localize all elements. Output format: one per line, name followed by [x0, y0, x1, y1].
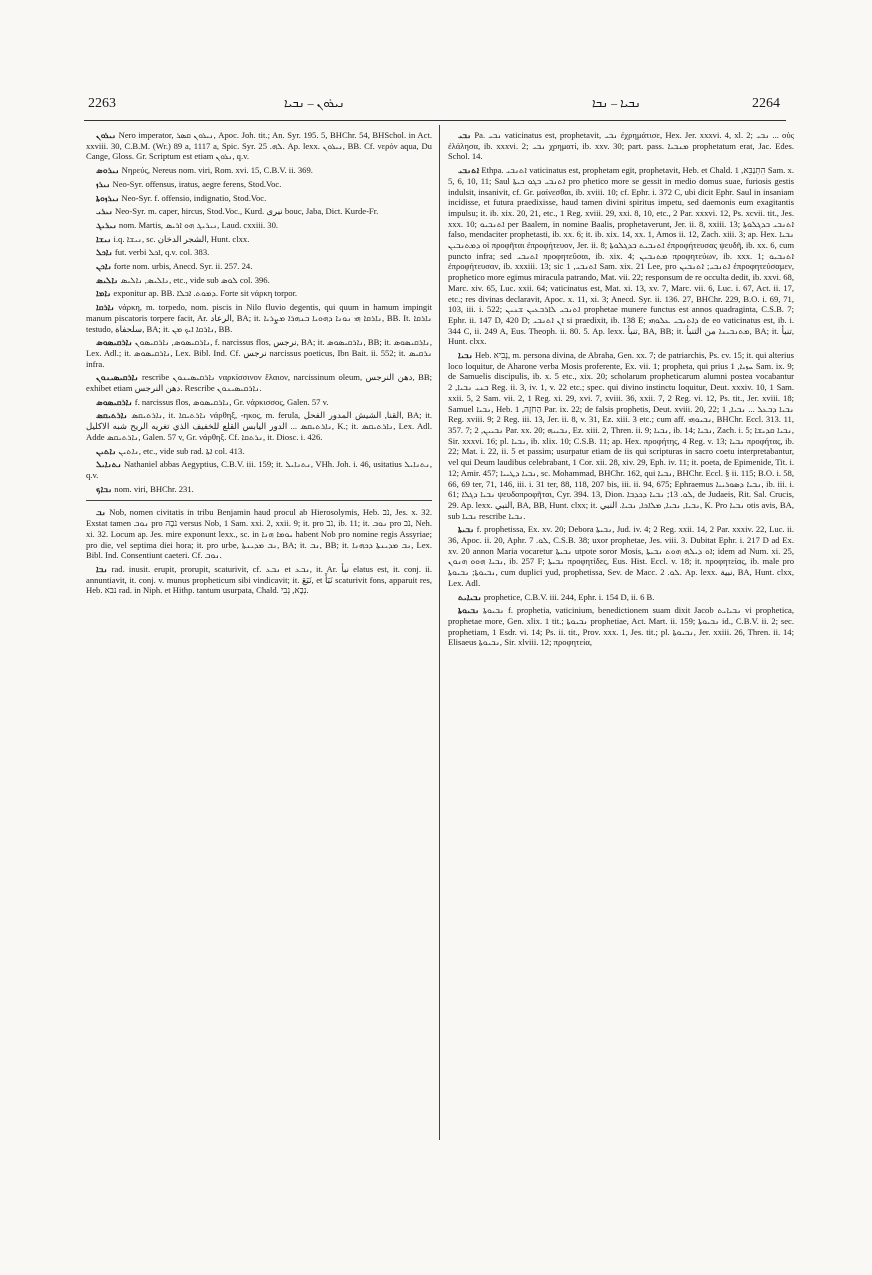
entry-text: ܢܒܝܘܬܐ f. prophetia, vaticinium, benedictionem suam dixit Jacob ܢܒܝܐܝܬ vi prophetica, prophetae more, Gen. xlix. 1 tit.; ܢܒܝܘܬܐ prophetiae, Act. Mart. ii. 159; ܢܒܝܘܬܐ id., C.B.V. ii. 2; sec. prophetiam, 1 Esdr. vi. 14; Ps. ii. tit., Prov. xxx. 1, Jes. tit.; pl. ܢܒܝܘܬܐ, Jer. xxiii. 26, Thren. ii. 14; Elisaeus ܢܒܝܘܬܐ, Sir. xlviii. 12; προφητεία,	[448, 605, 794, 648]
entry-lemma: ܢܐܪܩܝܣܘܣ	[96, 396, 133, 407]
entry-text: Ethpa. ܐܬܢܒܝ vaticinatus est, prophetam egit, prophetavit, Heb. et Chald. הִתְנַבֵּא, 1 Sam. x. 5, 6, 10, 11; Saul ܐܬܢܒܝ ܒܓܘ ܒܝܬܐ pro phetico more se gessit in medio domus suae, furiosis gestis indulsit, insanivit, cf. Gr. μαίνεσθαι, ib. xviii. 10; cf. Ephr. i. 372 C, ubi dicit Ephr. Saul in insaniam incidisse, et futura praedixisse, haud tamen divini spiritus impetu, sed daemonis eum exagitantis impulsu; it. ib. xix. 20, 21, etc., 1 Reg. xviii. 29, xxi. 8, 10, etc., 2 Par. xxxvi. 12, Ps. xcvii. tit., Jes. xxx. 10; ܐܬܢܒܝܘ per Baalem, in nomine Baalis, prophetaverunt, Jer. ii. 8, xxiii. 13; ܐܬܢܒܝ ܒܕܓܠܘܬܐ falso, mendaciter prophetasti, ib. xx. 6; it. ib. xix. 14, xx. 1, Amos ii. 12, Zach. xiii. 3; ap. Hex. ܢܒܝܐ ܕܡܬܢܒܝܢ οἱ προφῆται ἐπροφήτευον, Jer. ii. 8; ܐܬܢܒܝܬ ܒܕܓܠܘܬܐ ἐπροφήτευσας ψευδῆ, ib. xx. 6, cum puncto infra; sed ܐܬܢܒܝ προφητεῦσαι, ib. xix. 4; ܡܬܢܒܝܢ προφητεύων, ib. xxx. 1; ܐܬܢܒܝܘ ἐπροφήτευσαν, ib. xxxiii. 13; sic ܐܬܢܒܝ, 1 Sam. xix. 21 Lee, pro ܐܬܢܒܝ; ܐܬܢܒܝܢ ἐπροφητεύσαμεν, prophetico more egimus miracula patrando, Mat. vii. 22; responsum de re occulta dedit, ib. xxvi. 68, Marc. xiv. 65, Luc. xxii. 64; vaticinatus est, Mat. xi. 13, xv. 7, Marc. vii. 6, Luc. i. 67, Act. ii. 17, etc.; res divinas declaravit, Apoc. x. 11, xi. 3; Anecd. Syr. ii. 136. 27, BHChr. 229, B.O. i. 69, 71, 103, iii. i. 522; ܐܬܢܒܝ ܠܐܪܒܥܝܢ ܫܢܝܢ prophetae munere functus est annos quadraginta, C.S.B. 7; Ephr. ii. 147 D, 420 D; ܐܢ ܐܬܢܒܝ si praedixit, ib. 138 E; ܕܐܬܢܒܝ ܥܠܘܗܝ de eo vaticinatus est, ib. i. 344 C, ii. 249 A, Eus. Theoph. ii. 80. 5. Ap. lexx. تنبأ, BA, BB; it. ܡܬܢܒܝܢܐ من التنبأ, BA; it. تنبأ, Hunt. clxx.	[448, 165, 794, 347]
dictionary-entry	[448, 165, 794, 347]
entry-text: ܢܐܪܬܝܩܣ, it. ܢܐܪܬܝܩܐ νάρθηξ, -ηκος, m. ferula, القنا, الشيش المدور الفحل, BA; it. ܢܐܪܬܝܩܣ ... الدور اليابس القلع للخفيف الذي تغريه الريح شبه الاكليل, K.; it. ܢܐܪܬܝܩܣ, Lex. Adl. Adde ܢܐܪܬܝܩܣ, Galen. 57 v, Gr. νάρθηξ. Cf. ܢܪܬܩܐ, it. Diosc. i. 426.	[86, 410, 432, 442]
section-rule	[86, 500, 432, 501]
dictionary-entry	[86, 410, 432, 442]
entry-lemma: ܢܒܐ	[96, 563, 108, 574]
entry-lemma: ܢܐܪܩܝܣܘܣ	[96, 337, 133, 348]
entry-lemma: ܢܝܪܝܓ	[96, 219, 117, 230]
dictionary-entry	[86, 261, 432, 272]
entry-text: ܢܐܠܝܣ, ܢܐܠܝܣ, etc., vide sub ܠܘܣ col. 396.	[120, 274, 270, 285]
dictionary-entry	[86, 507, 432, 561]
dictionary-entry	[86, 564, 432, 596]
entry-lemma: ܢܝܪܙܘܬܐ	[96, 192, 120, 203]
dictionary-entry	[86, 130, 432, 162]
right-running-head: ܢܒܝܐ ‒ ܢܒܐ	[592, 96, 641, 110]
entry-text: Neo-Syr. f. offensio, indignatio, Stod.Voc.	[121, 192, 267, 203]
right-column	[448, 130, 794, 1147]
entry-lemma: ܢܝܪܘܣ	[96, 165, 120, 176]
entry-text: nom. Martis, ܢܝܪܝܓ ܗܘ ܐܪܝܣ, Laud. cxxiii. 30.	[118, 219, 279, 230]
entry-text: rad. inusit. erupit, prorupit, scaturivit, cf. ܢܒܥ et ܢܒܥ, it. Ar. نبأ elatus est, it. conj. ii. annuntiavit, it. conj. v. munus propheticum sibi vindicavit; it. نَبَعَ, et نَبَأَ scaturivit fons, apparuit res, Heb. נבא rad. in Niph. et Hithp. tantum usurpata, Chald. נְבָא, נְבִי.	[86, 563, 432, 596]
left-running-head: ܢܝܪܘܢ ‒ ܢܒܝܐ	[284, 96, 345, 110]
entry-text: Νηρεύς, Nereus nom. viri, Rom. xvi. 15, C.B.V. ii. 369.	[121, 165, 313, 176]
entry-text: f. narcissus flos, ܢܐܪܩܝܣܘܣ, Gr. νάρκισσος, Galen. 57 v.	[134, 396, 329, 407]
dictionary-entry	[86, 372, 432, 393]
entry-lemma: ܢܐܟܠ	[96, 247, 113, 258]
entry-text: forte nom. urbis, Anecd. Syr. ii. 257. 24.	[113, 261, 253, 272]
entry-lemma: ܢܬܢܐܝܠ	[96, 459, 122, 470]
entry-lemma: ܢܒܝ	[458, 130, 472, 140]
dictionary-entry	[448, 350, 794, 521]
dictionary-entry	[86, 165, 432, 176]
entry-text: ܢܐܪܩܝܣܘܣ, ܢܐܪܩܝܣܘܢ, f. narcissus flos, نرجس, BA; it. ܢܐܪܩܝܣܘܣ, BB; it. ܢܐܪܩܝܣܘܣ, Lex. Adl.; it. ܢܐܪܩܝܣܘܣ, Lex. Bibl. Ind. Cf. نرجس narcissus poeticus, Ibn Bait. ii. 552; it. ܢܪܩܝܣ infra.	[86, 337, 432, 369]
dictionary-entry	[86, 459, 432, 480]
entry-lemma: ܢܒ	[96, 507, 106, 518]
header-rule	[84, 120, 786, 121]
left-page-number: 2263	[88, 96, 116, 111]
dictionary-entry	[86, 179, 432, 190]
entry-lemma: ܢܐܪܩܝܣܝܢܘܢ	[96, 372, 139, 383]
entry-lemma: ܢܒܐܟ	[96, 483, 113, 494]
entry-text: Neo-Syr. m. caper, hircus, Stod.Voc., Kurd. نيرى bouc, Jaba, Dict. Kurde-Fr.	[115, 206, 379, 217]
entry-text: rescribe ܢܐܪܩܝܣܝܢܘܢ ναρκίσσινον ἔλαιον, narcissinum oleum, دهن النرجس, BB; exhibet etiam دهن النرجس. Rescribe ܢܐܪܩܝܣܝܢܘܢ.	[86, 372, 432, 394]
dictionary-entry	[86, 234, 432, 245]
dictionary-entry	[86, 337, 432, 369]
entry-text: exponitur ap. BB. ܕܡܘܬ. ܐܒܠܐ. Forte sit νάρκη torpor.	[113, 288, 298, 299]
entry-lemma: ܢܝܪܝ	[96, 206, 113, 217]
running-header	[84, 96, 784, 114]
dictionary-entry	[86, 247, 432, 258]
entry-lemma: ܢܐܡܐ	[96, 288, 112, 299]
entry-text: Neo-Syr. offensus, iratus, aegre ferens, Stod.Voc.	[112, 178, 282, 189]
entry-text: νάρκη, m. torpedo, nom. piscis in Nilo fluvio degentis, qui quum in hamum impingit manum piscatoris torpere facit, Ar. الرعاد, BA; it. ܢܐܪܩܐ ܗܝ ܢܘܢܐ ܕܗܘܝܐ ܒܢܗܪܐ ܡܨܪܝܐ, BB. It. ܢܐܪܩܐ testudo, سلحفاة, BA; it. ܢܐܪܩܐ ܐܝܟ ܡܢ, BB.	[86, 302, 432, 334]
left-column	[86, 130, 432, 1147]
entry-text: ܢܐܬܝܢ, etc., vide sub rad. ܐܬܐ col. 413.	[118, 445, 245, 456]
entry-text: Pa. ܢܒܝ vaticinatus est, prophetavit, ܢܒܝ ἐχρημάτισε, Hex. Jer. xxxvi. 4, xl. 2; ܢܒܝ ... οὐς ἐλάλησα, ib. xxxvi. 2; ܢܒܝ χρηματί, ib. xxv. 30; part. pass. ܡܢܒܝܐ prophetatum erat, Jac. Edes. Schol. 14.	[448, 130, 794, 162]
dictionary-entry	[86, 484, 432, 495]
entry-lemma: ܢܝܫܐ	[96, 233, 112, 244]
entry-text: Heb. נָבִיא, m. persona divina, de Abraha, Gen. xx. 7; de patriarchis, Ps. cv. 15; it. qui alterius loco loquitur, de Aharone verba Mosis proferente, Ex. vii. 1; propheta, qui prius ܚܙܝܐ, 1 Sam. ix. 9; de Samuelis discipulis, ib. x. 5 etc., xix. 20; scholarum propheticarum alumni postea vocabantur ܒܢܝ ܢܒܝܐ, 2 Reg. ii. 3, iv. 1, v. 22 etc.; spec. qui divino instinctu loquitur, Deut. xxxiv. 10, 1 Sam. xxii. 5, 2 Sam. vii. 2, 1 Reg. xi. 29, xvi. 7, xviii. 36, xxii. 7, 2 Reg. vi. 12, Ps. tit., Jer. xviii. 18; Samuel ܢܒܝܐ, Heb. הַחֹזֶה, 1 Par. ix. 22; de falsis prophetis, Deut. xviii. 20, 22; ܢܒܝܐ ܕܒܥܠ ... ܢܒܝܐ, 1 Reg. xviii. 9; 2 Reg. iii. 13, Jer. ii. 8, v. 31, Ez. xiii. 3 etc.; cum aff. ܢܒܝܘܗܝ, BHChr. Eccl. 313. 11, 357. 7; ܢܒܝܝܢ, 2 Par. xx. 20; ܢܒܝܝܗ, Ez. xiii. 2, Thren. ii. 9; ܢܒܝܐ, ib. 14; ܢܒܝܐ, Zach. i. 5; ܢܒܝܐ ܩܕܝܫܐ, Sir. xxxvi. 16; pl. ܢܒܝܐ, ib. xlix. 10; C.S.B. 11; ap. Hex. προφήτης, 4 Reg. v. 13; ܢܒܝܐ προφήτας, ib. 22; Mat. i. 22, ii. 5 et passim; usurpatur etiam de iis qui scripturas in sacro coetu interpretabantur, vel qui Deum laudibus celebrabant, 1 Cor. xii. 28, xiv. 29, Eph. iv. 11; it. poeta, de Epimenide, Tit. i. 12; Amir. 457; ܢܒܝܐ ܕܛܝܝܐ, sc. Mohammad, BHChr. 162, qui ܢܒܝܐ, BHChr. Eccl. § ii. 115; B.O. i. 58, 66, 69 ter, 71, 146, iii. i. 31 ter, 88, 118, 207 bis, iii. ii. 94, 675; Ephraemus ܢܒܝܐ ܕܣܘܪܝܝܐ, ib. iii. i. 61; ܢܒܝܐ ܕܓܠܐ ψευδοπροφῆται, Cyr. 394. 13, Dion. ܠܘ. 13; ܢܒܝܐ ܕܟܕܒܐ, de Judaeis, Rit. Sal. Crucis, 29. Ap. lexx. النبي, BA, BB, Hunt. clxx; it. ܢܒܝܐ, ܢܒܝܐ, ܡܠܐܟܐ, ܢܒܝܐ. النبي, K. Pro ܢܒܝܐ otis avis, BA, sub ܢܒܝܐ rescribe ܢܒܝܐ.	[448, 350, 794, 521]
entry-lemma: ܢܐܟܢ	[96, 261, 112, 272]
dictionary-entry	[448, 605, 794, 648]
entry-text: f. prophetissa, Ex. xv. 20; Debora ܢܒܝܬܐ, Jud. iv. 4; 2 Reg. xxii. 14, 2 Par. xxxiv. 22, Luc. ii. 36, Apoc. ii. 20, Aphr. ܠܘ. 7, C.S.B. 38; uxor prophetae, Jes. viii. 3. Dubitat Ephr. i. 217 D ad Ex. xv. 20 annon Maria vocaretur ܢܒܝܬܐ utpote soror Mosis, ܐܘ ܕܝܠܗ ܗܘܬ ܢܒܝܬܐ; idem ad Num. xi. 25, ܢܒܝܐ ܗܘܘ ܗܢܘܢ, ib. 257 F; ܢܒܝܬܐ προφητίδες, Eus. Hist. Eccl. v. 18; it. προφητείας, ib. male pro ܢܒܝܘܬܐ; ܢܒܝܘܬܐ, cum duplici yud, prophetissa, Sev. de Macc. ܠܘ. 2. Ap. lexx. نبية, BA, Hunt. clxx, Lex. Adl.	[448, 524, 794, 588]
entry-lemma: ܢܒܝܬܐ	[458, 524, 475, 535]
entry-lemma: ܢܒܝܐܝܬ	[458, 591, 482, 602]
entry-text: Nob, nomen civitatis in tribu Benjamin haud procul ab Hierosolymis, Heb. נֹב, Jes. x. 32. Exstat tamen ܢܘܒ pro נֹבָה versus Nob, 1 Sam. xxi. 2, xxii. 9; it. pro נֹב, ib. 11; it. ܢܘܒ pro נֹב, Neh. xi. 32. Locum ap. Jes. mire exponunt lexx., sc. in ܝܘܡܐ ܗܢܐ habent Nob pro nomine regis Assyriae; pro die, vel septima diei hora; it. pro urbe, ܢܒ ܡܕܝܢܬܐ, BA; it. ܢܒ, BB; it. ܢܒ ܡܕܝܢܬܐ ܕܟܗܢܐ, Lex. Bibl. Ind. Consentiunt caeteri. Cf. ܢܘܒ.	[86, 507, 432, 561]
dictionary-entry	[86, 193, 432, 204]
dictionary-entry	[448, 524, 794, 588]
entry-lemma: ܢܐܠܝܣ	[96, 274, 119, 285]
entry-lemma: ܢܝܪܙ	[96, 178, 111, 189]
dictionary-entry	[86, 288, 432, 299]
entry-lemma: ܢܝܪܘܢ	[96, 130, 117, 140]
entry-text: Nathaniel abbas Aegyptius, C.B.V. iii. 159; it. ܢܬܢܐܝܠ, VHh. Joh. i. 46, usitatius ܢܬܢܐܝܠ, q.v.	[86, 459, 432, 480]
dictionary-entry	[86, 302, 432, 334]
entry-lemma: ܐܬܢܒܝ	[458, 165, 480, 176]
dictionary-entry	[86, 220, 432, 231]
dictionary-entry	[86, 206, 432, 217]
entry-text: prophetice, C.B.V. iii. 244, Ephr. i. 154 D, ii. 6 B.	[483, 591, 655, 602]
entry-text: fut. verbi ܐܟܠ, q.v. col. 383.	[114, 247, 210, 258]
column-divider	[439, 125, 440, 1140]
entry-lemma: ܢܐܪܬܝܩܣ	[96, 410, 128, 421]
entry-text: nom. viri, BHChr. 231.	[114, 483, 194, 494]
dictionary-entry	[448, 592, 794, 603]
right-page-number: 2264	[752, 96, 780, 111]
entry-lemma: ܢܐܪܩܐ	[96, 302, 115, 313]
dictionary-entry	[86, 446, 432, 457]
entry-lemma: ܢܐܬܝܢ	[96, 445, 117, 456]
dictionary-entry	[448, 130, 794, 162]
entry-text: Nero imperator, ܢܝܪܘܢ ܩܣܪ, Apoc. Joh. tit.; An. Syr. 195. 5, BHChr. 54, BHSchol. in Act. xxviii. 30, C.B.M. (Wr.) 89 a, 1117 a, Spic. Syr. ܠܗ. 25. Ap. lexx. ܢܝܪܘܢ, BB. Cf. νερόν aqua, Du Cange, Gloss. Gr. Scriptum est etiam ܢܪܘܢ, q.v.	[86, 130, 432, 162]
dictionary-entry	[86, 397, 432, 408]
entry-lemma: ܢܒܝܐ	[458, 350, 473, 361]
entry-text: i.q. ܢܝܫܐ, sc. الشجر الدخان, Hunt. clxx.	[113, 233, 250, 244]
dictionary-entry	[86, 275, 432, 286]
entry-lemma: ܢܒܝܘܬܐ	[458, 605, 480, 616]
